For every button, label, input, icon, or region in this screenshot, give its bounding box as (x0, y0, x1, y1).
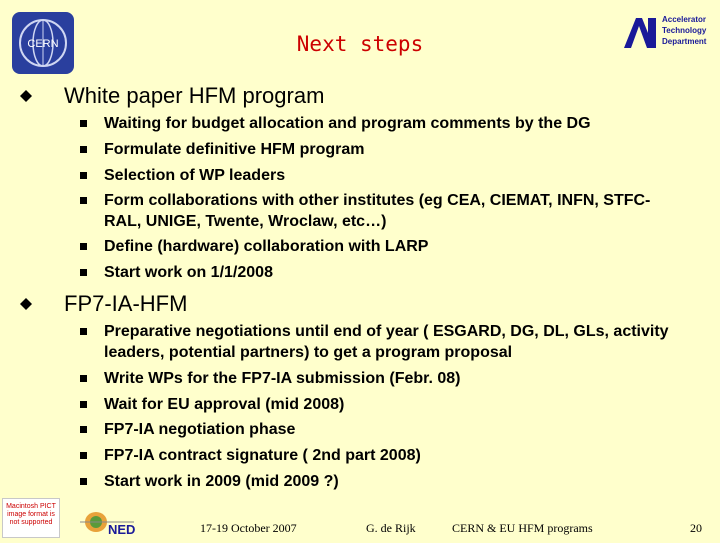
square-bullet-icon (80, 120, 87, 127)
diamond-bullet-icon (20, 298, 32, 310)
square-bullet-icon (80, 375, 87, 382)
list-item: Start work on 1/1/2008 (104, 264, 273, 281)
cern-logo-text: CERN (27, 38, 59, 50)
atd-logo-text: Accelerator Technology Department (662, 15, 707, 46)
square-bullet-icon (80, 478, 87, 485)
footer-event: CERN & EU HFM programs (452, 521, 593, 535)
page-number: 20 (690, 521, 702, 535)
section-heading-white-paper: White paper HFM program (64, 83, 325, 108)
list-item: Define (hardware) collaboration with LARP (104, 238, 429, 255)
list-item: Form collaborations with other institutes (eg CEA, CIEMAT, INFN, STFC-RAL, UNIGE, Twente, Wroclaw, etc…) (104, 192, 651, 230)
square-bullet-icon (80, 452, 87, 459)
list-item: Selection of WP leaders (104, 167, 286, 184)
square-bullet-icon (80, 426, 87, 433)
section-heading-fp7: FP7-IA-HFM (64, 291, 188, 316)
list-item: Formulate definitive HFM program (104, 141, 365, 158)
square-bullet-icon (80, 243, 87, 250)
square-bullet-icon (80, 197, 87, 204)
list-item: Preparative negotiations until end of year ( ESGARD, DG, DL, GLs, activity leaders, potential partners) to get a program proposal (104, 323, 669, 361)
list-item: Waiting for budget allocation and program comments by the DG (104, 115, 591, 132)
list-item: FP7-IA negotiation phase (104, 421, 296, 438)
unsupported-image-placeholder: Macintosh PICT image format is not supported (2, 498, 60, 538)
ned-logo-text: NED (108, 522, 136, 537)
list-item: Write WPs for the FP7-IA submission (Febr. 08) (104, 370, 461, 387)
square-bullet-icon (80, 328, 87, 335)
square-bullet-icon (80, 146, 87, 153)
list-item: FP7-IA contract signature ( 2nd part 2008) (104, 447, 421, 464)
diamond-bullet-icon (20, 90, 32, 102)
footer-author: G. de Rijk (366, 521, 416, 535)
list-item: Start work in 2009 (mid 2009 ?) (104, 473, 339, 490)
square-bullet-icon (80, 172, 87, 179)
list-item: Wait for EU approval (mid 2008) (104, 396, 345, 413)
ned-logo (78, 508, 136, 538)
square-bullet-icon (80, 401, 87, 408)
square-bullet-icon (80, 269, 87, 276)
footer-date: 17-19 October 2007 (200, 521, 297, 535)
slide-title: Next steps (296, 32, 424, 56)
